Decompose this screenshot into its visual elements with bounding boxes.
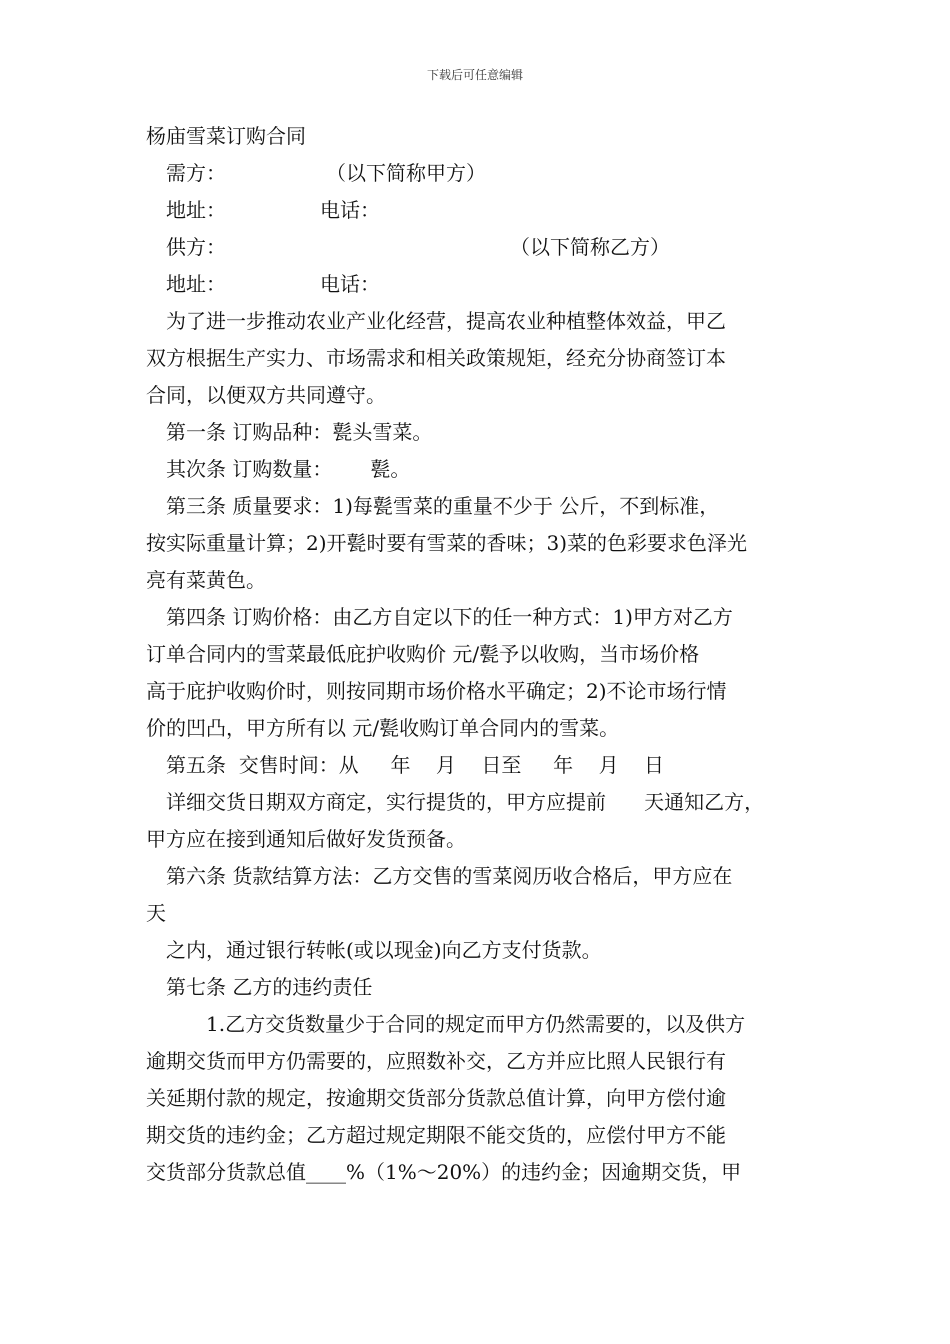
article-7-line: 交货部分货款总值____%（1%～20%）的违约金；因逾期交货，甲 xyxy=(146,1160,742,1184)
party-a-line xyxy=(146,155,812,192)
intro-line: 为了进一步推动农业产业化经营，提高农业种植整体效益，甲乙 xyxy=(166,309,726,333)
article-7-line: 1.乙方交货数量少于合同的规定而甲方仍然需要的，以及供方 xyxy=(206,1012,746,1036)
article-4-line: 价的凹凸，甲方所有以 元/甏收购订单合同内的雪菜。 xyxy=(146,716,620,740)
article-4-line: 高于庇护收购价时，则按同期市场价格水平确定；2)不论市场行情 xyxy=(146,679,727,703)
contract-body xyxy=(146,118,812,1191)
party-b-note: （以下简称乙方） xyxy=(510,235,670,259)
article-3-line: 按实际重量计算；2)开甏时要有雪菜的香味；3)菜的色彩要求色泽光 xyxy=(146,531,748,555)
party-b-phone-label: 电话： xyxy=(320,272,380,296)
article-7-line: 逾期交货而甲方仍需要的，应照数补交，乙方并应比照人民银行有 xyxy=(146,1049,726,1073)
article-7-line: 期交货的违约金；乙方超过规定期限不能交货的，应偿付甲方不能 xyxy=(146,1123,726,1147)
article-6-line: 之内，通过银行转帐(或以现金)向乙方支付货款。 xyxy=(166,938,602,962)
party-b-line xyxy=(146,229,812,266)
header-note: 下载后可任意编辑 xyxy=(426,68,523,82)
article-7-line: 关延期付款的规定，按逾期交货部分货款总值计算，向甲方偿付逾 xyxy=(146,1086,726,1110)
article-2-text: 其次条 订购数量： xyxy=(166,457,333,481)
article-4-line: 订单合同内的雪菜最低庇护收购价 元/甏予以收购，当市场价格 xyxy=(146,642,700,666)
party-b-contact-line xyxy=(146,266,812,303)
article-6-line: 天 xyxy=(146,901,166,925)
intro-line: 双方根据生产实力、市场需求和相关政策规矩，经充分协商签订本 xyxy=(146,346,726,370)
article-5-detail-line: 详细交货日期双方商定，实行提货的，甲方应提前 天通知乙方， xyxy=(166,790,765,814)
article-6-line: 第六条 货款结算方法：乙方交售的雪菜阅历收合格后，甲方应在 xyxy=(166,864,733,888)
party-a-label: 需方： xyxy=(166,161,226,185)
article-7-title: 第七条 乙方的违约责任 xyxy=(166,975,373,999)
contract-title: 杨庙雪菜订购合同 xyxy=(146,124,306,148)
article-5-detail-line: 甲方应在接到通知后做好发货预备。 xyxy=(146,827,466,851)
article-4-line: 第四条 订购价格：由乙方自定以下的任一种方式：1)甲方对乙方 xyxy=(166,605,733,629)
article-2-unit: 甏。 xyxy=(370,457,411,481)
party-a-address-label: 地址： xyxy=(166,198,226,222)
article-2 xyxy=(146,451,812,488)
party-b-address-label: 地址： xyxy=(166,272,226,296)
party-a-note: （以下简称甲方） xyxy=(326,161,486,185)
article-1: 第一条 订购品种：甏头雪菜。 xyxy=(166,420,433,444)
article-3-line: 亮有菜黄色。 xyxy=(146,568,266,592)
article-5: 第五条 交售时间：从 年 月 日至 年 月 日 xyxy=(166,753,665,777)
party-b-label: 供方： xyxy=(166,235,226,259)
party-a-phone-label: 电话： xyxy=(320,198,380,222)
intro-line: 合同，以便双方共同遵守。 xyxy=(146,383,386,407)
party-a-contact-line xyxy=(146,192,812,229)
article-3-line: 第三条 质量要求：1)每甏雪菜的重量不少于 公斤，不到标准， xyxy=(166,494,720,518)
